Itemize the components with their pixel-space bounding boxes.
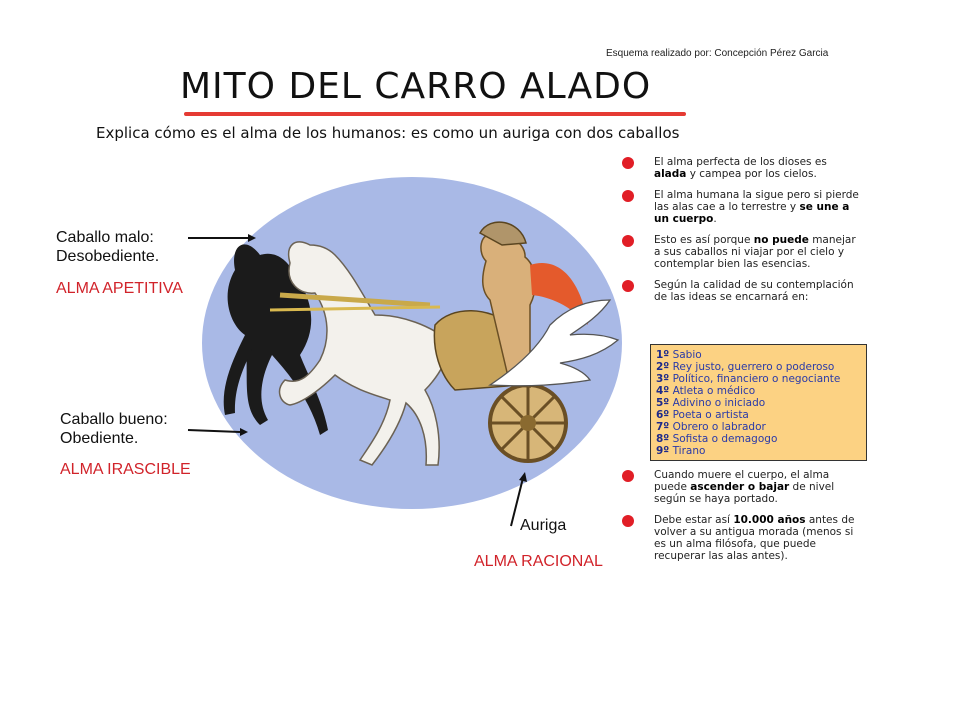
note-emphasis: alada — [654, 168, 687, 180]
rank-number: 1º — [656, 349, 670, 361]
info-notes-bottom — [622, 469, 862, 571]
red-bullet-icon — [622, 190, 634, 202]
red-bullet-icon — [622, 157, 634, 169]
charioteer-label: Auriga — [520, 517, 567, 534]
rank-label: Atleta o médico — [669, 385, 756, 397]
rank-label: Sabio — [669, 349, 702, 361]
rank-label: Político, financiero o negociante — [669, 373, 841, 385]
rank-label: Tirano — [669, 445, 706, 457]
rank-number: 8º — [656, 433, 670, 445]
title-underline — [184, 112, 686, 116]
note-text: de nivel según se haya portado. — [654, 481, 835, 505]
good-horse-label — [60, 410, 168, 448]
rank-label: Poeta o artista — [669, 409, 749, 421]
reincarnation-ranks-box — [650, 344, 867, 461]
bad-horse-trait: Desobediente. — [56, 248, 160, 265]
note-emphasis: 10.000 años — [733, 514, 806, 526]
rational-soul-label: ALMA RACIONAL — [474, 553, 603, 570]
rank-number: 3º — [656, 373, 670, 385]
note-text: Según la calidad de su contemplación de las ideas se encarnará en: — [654, 279, 854, 303]
rank-number: 6º — [656, 409, 670, 421]
note-text: . — [713, 213, 717, 225]
info-note — [622, 514, 862, 562]
note-text: manejar a sus caballos ni viajar por el cielo y contemplar bien las esencias. — [654, 234, 856, 270]
bad-horse-title: Caballo malo: — [56, 229, 154, 246]
note-text: El alma humana la sigue pero si pierde las alas cae a lo terrestre y — [654, 189, 859, 213]
info-notes-top — [622, 156, 862, 312]
rank-item — [656, 421, 866, 433]
rank-number: 7º — [656, 421, 670, 433]
page-subtitle: Explica cómo es el alma de los humanos: es como un auriga con dos caballos — [96, 124, 680, 142]
irascible-soul-label: ALMA IRASCIBLE — [60, 461, 191, 478]
note-emphasis: se une a un cuerpo — [654, 201, 850, 225]
author-credit: Esquema realizado por: Concepción Pérez Garcia — [606, 48, 829, 59]
red-bullet-icon — [622, 235, 634, 247]
rank-item — [656, 433, 866, 445]
good-horse-arrow — [188, 430, 240, 432]
info-note — [622, 156, 862, 180]
note-text: antes de volver a su antigua morada (menos si es un alma filósofa, que puede recuperar las alas antes). — [654, 514, 855, 562]
rank-item — [656, 373, 866, 385]
red-bullet-icon — [622, 280, 634, 292]
note-text: Esto es así porque — [654, 234, 754, 246]
rank-item — [656, 445, 866, 457]
appetitive-soul-label: ALMA APETITIVA — [56, 280, 183, 297]
note-text: Debe estar así — [654, 514, 734, 526]
rank-item — [656, 397, 866, 409]
good-horse-trait: Obediente. — [60, 430, 139, 447]
rank-number: 9º — [656, 445, 670, 457]
info-note — [622, 469, 862, 505]
rank-label: Rey justo, guerrero o poderoso — [669, 361, 835, 373]
note-emphasis: ascender o bajar — [690, 481, 790, 493]
note-text: y campea por los cielos. — [686, 168, 817, 180]
note-text: Cuando muere el cuerpo, el alma puede — [654, 469, 830, 493]
rank-item — [656, 349, 866, 361]
page-title: MITO DEL CARRO ALADO — [180, 66, 652, 107]
red-bullet-icon — [622, 470, 634, 482]
rank-number: 4º — [656, 385, 670, 397]
left-arrows — [180, 220, 260, 450]
rank-label: Obrero o labrador — [669, 421, 766, 433]
info-note — [622, 234, 862, 270]
rank-number: 2º — [656, 361, 670, 373]
rank-item — [656, 409, 866, 421]
info-note — [622, 279, 862, 303]
rank-label: Adivino o iniciado — [669, 397, 766, 409]
bad-horse-label — [56, 228, 159, 266]
info-note — [622, 189, 862, 225]
rank-label: Sofista o demagogo — [669, 433, 778, 445]
rank-number: 5º — [656, 397, 670, 409]
good-horse-title: Caballo bueno: — [60, 411, 168, 428]
red-bullet-icon — [622, 515, 634, 527]
note-text: El alma perfecta de los dioses es — [654, 156, 827, 168]
note-emphasis: no puede — [753, 234, 809, 246]
rank-item — [656, 361, 866, 373]
rank-item — [656, 385, 866, 397]
